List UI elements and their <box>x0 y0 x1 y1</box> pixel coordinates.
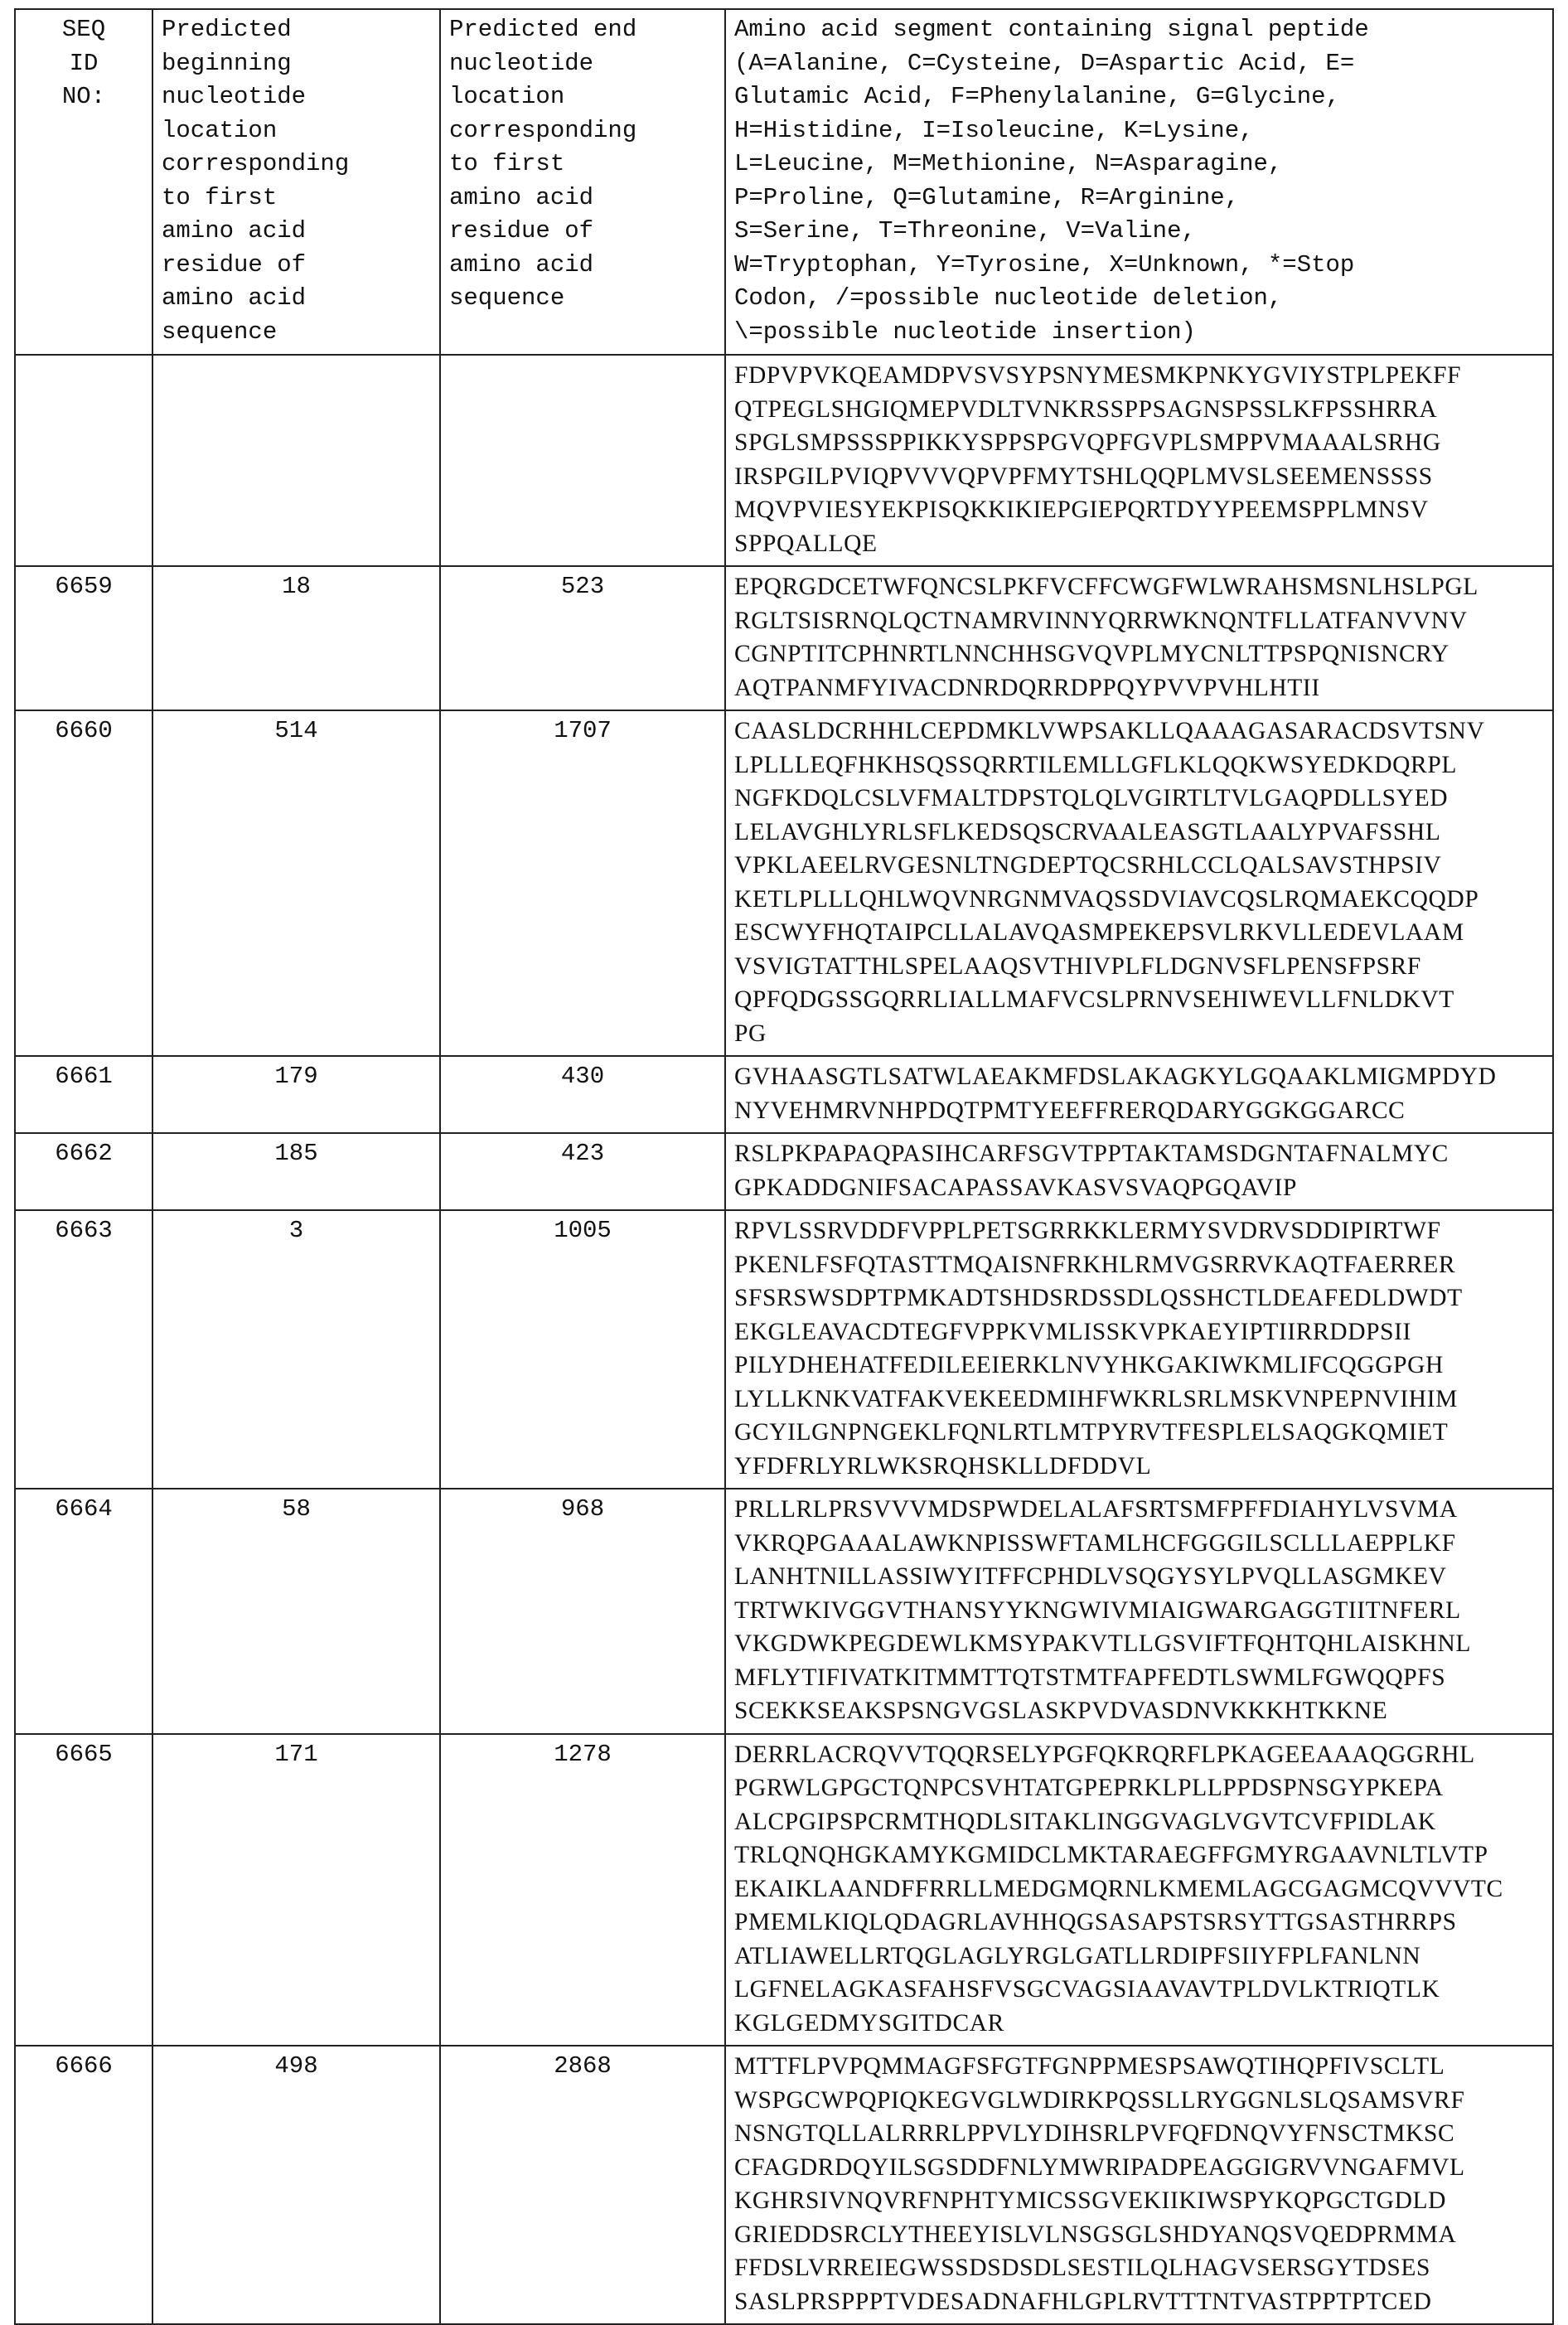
sequence-line: RGLTSISRNQLQCTNAMRVINNYQRRWKNQNTFLLATFANVVNV <box>734 607 1468 634</box>
sequence-line: LYLLKNKVATFAKVEKEEDMIHFWKRLSRLMSKVNPEPNVIHIM <box>734 1385 1458 1412</box>
sequence-line: AQTPANMFYIVACDNRDQRRDPPQYPVVPVHLHTII <box>734 674 1320 701</box>
sequence-line: TRTWKIVGGVTHANSYYKNGWIVMIAIGWARGAGGTIITNFERL <box>734 1596 1461 1624</box>
sequence-line: MFLYTIFIVATKITMMTTQTSTMTFAPFEDTLSWMLFGWQQPFS <box>734 1664 1446 1691</box>
header-line: sequence <box>449 284 565 312</box>
end-cell: 523 <box>440 566 725 710</box>
seq-id-cell: 6664 <box>15 1489 152 1734</box>
sequence-line: NYVEHMRVNHPDQTPMTYEEFFRERQDARYGGKGGARCC <box>734 1097 1406 1124</box>
header-line: Predicted end <box>449 16 637 43</box>
header-line: corresponding <box>449 116 637 144</box>
sequence-line: TRLQNQHGKAMYKGMIDCLMKTARAEGFFGMYRGAAVNLTLVTP <box>734 1842 1488 1868</box>
sequence-line: RPVLSSRVDDFVPPLPETSGRRKKLERMYSVDRVSDDIPIRTWF <box>734 1218 1441 1244</box>
table-row <box>15 2046 1553 2324</box>
sequence-line: LGFNELAGKASFAHSFVSGCVAGSIAAVAVTPLDVLKTRIQTLK <box>734 1976 1440 2003</box>
header-line: ID <box>69 49 99 77</box>
end-cell: 423 <box>440 1133 725 1210</box>
header-line: amino acid <box>449 250 594 279</box>
sequence-line: PKENLFSFQTASTTMQAISNFRKHLRMVGSRRVKAQTFAERRER <box>734 1251 1456 1278</box>
sequence-line: RSLPKPAPAQPASIHCARFSGVTPPTAKTAMSDGNTAFNALMYC <box>734 1141 1449 1167</box>
sequence-line: YFDFRLYRLWKSRQHSKLLDFDDVL <box>734 1452 1152 1480</box>
begin-cell <box>152 355 440 566</box>
header-line: SEQ <box>61 16 106 43</box>
sequence-line: EKGLEAVACDTEGFVPPKVMLISSKVPKAEYIPTIIRRDDPSII <box>734 1318 1411 1345</box>
sequence-line: CGNPTITCPHNRTLNNCHHSGVQVPLMYCNLTTPSPQNISNCRY <box>734 641 1449 667</box>
sequence-line: PG <box>734 1020 767 1047</box>
sequence-table <box>14 8 1554 2325</box>
header-line: Codon, /=possible nucleotide deletion, <box>734 284 1283 312</box>
header-line: amino acid <box>162 284 307 312</box>
amino-acid-segment-cell <box>725 1133 1553 1210</box>
end-cell: 1707 <box>440 710 725 1056</box>
sequence-line: PILYDHEHATFEDILEEIERKLNVYHKGAKIWKMLIFCQGGPGH <box>734 1352 1444 1378</box>
end-cell: 2868 <box>440 2046 725 2324</box>
sequence-line: IRSPGILPVIQPVVVQPVPFMYTSHLQQPLMVSLSEEMENSSSS <box>734 463 1433 490</box>
header-line: amino acid <box>449 183 594 211</box>
header-line: nucleotide <box>162 83 307 110</box>
sequence-line: NSNGTQLLALRRRLPPVLYDIHSRLPVFQFDNQVYFNSCTMKSC <box>734 2120 1455 2147</box>
sequence-line: SPGLSMPSSSPPIKKYSPPSPGVQPFGVPLSMPPVMAAALSRHG <box>734 429 1441 456</box>
header-line: to first <box>449 150 565 177</box>
sequence-line: QPFQDGSSGQRRLIALLMAFVCSLPRNVSEHIWEVLLFNLDKVT <box>734 986 1454 1013</box>
header-end <box>440 9 725 355</box>
sequence-line: KGHRSIVNQVRFNPHTYMICSSGVEKIIKIWSPYKQPGCTGDLD <box>734 2187 1447 2214</box>
amino-acid-segment-cell <box>725 355 1553 566</box>
begin-cell: 514 <box>152 710 440 1056</box>
header-line: beginning <box>162 49 292 77</box>
seq-id-cell: 6659 <box>15 566 152 710</box>
amino-acid-segment-cell <box>725 1056 1553 1133</box>
header-row <box>15 9 1553 355</box>
sequence-line: VPKLAEELRVGESNLTNGDEPTQCSRHLCCLQALSAVSTHPSIV <box>734 852 1442 879</box>
header-line: nucleotide <box>449 49 594 77</box>
amino-acid-segment-cell <box>725 1734 1553 2046</box>
end-cell: 1278 <box>440 1734 725 2046</box>
header-line: L=Leucine, M=Methionine, N=Asparagine, <box>734 150 1283 177</box>
table-row <box>15 1056 1553 1133</box>
header-line: H=Histidine, I=Isoleucine, K=Lysine, <box>734 116 1254 144</box>
amino-acid-segment-cell <box>725 1210 1553 1489</box>
amino-acid-segment-cell <box>725 566 1553 710</box>
begin-cell: 3 <box>152 1210 440 1489</box>
header-line: W=Tryptophan, Y=Tyrosine, X=Unknown, *=Stop <box>734 250 1355 279</box>
sequence-line: PGRWLGPGCTQNPCSVHTATGPEPRKLPLLPPDSPNSGYPKEPA <box>734 1775 1444 1801</box>
header-line: P=Proline, Q=Glutamine, R=Arginine, <box>734 183 1240 211</box>
sequence-line: FFDSLVRREIEGWSSDSDSDLSESTILQLHAGVSERSGYTDSES <box>734 2255 1430 2281</box>
sequence-line: GPKADDGNIFSACAPASSAVKASVSVAQPGQAVIP <box>734 1174 1297 1201</box>
begin-cell: 18 <box>152 566 440 710</box>
seq-id-cell: 6663 <box>15 1210 152 1489</box>
sequence-line: EPQRGDCETWFQNCSLPKFVCFFCWGFWLWRAHSMSNLHSLPGL <box>734 574 1478 600</box>
end-cell <box>440 355 725 566</box>
table-row <box>15 566 1553 710</box>
sequence-line: VKRQPGAAALAWKNPISSWFTAMLHCFGGGILSCLLLAEPPLKF <box>734 1529 1456 1557</box>
header-line: (A=Alanine, C=Cysteine, D=Aspartic Acid, E= <box>734 49 1355 77</box>
begin-cell: 179 <box>152 1056 440 1133</box>
header-line: NO: <box>61 83 106 110</box>
seq-id-cell: 6665 <box>15 1734 152 2046</box>
header-line: \=possible nucleotide insertion) <box>734 317 1196 346</box>
sequence-line: KETLPLLLQHLWQVNRGNMVAQSSDVIAVCQSLRQMAEKCQQDP <box>734 885 1479 913</box>
header-line: residue of <box>162 250 307 279</box>
table-row <box>15 710 1553 1056</box>
sequence-line: GVHAASGTLSATWLAEAKMFDSLAKAGKYLGQAAKLMIGMPDYD <box>734 1063 1497 1090</box>
sequence-line: WSPGCWPQPIQKEGVGLWDIRKPQSSLLRYGGNLSLQSAMSVRF <box>734 2086 1465 2114</box>
header-line: S=Serine, T=Threonine, V=Valine, <box>734 217 1196 245</box>
amino-acid-segment-cell <box>725 1489 1553 1734</box>
sequence-line: NGFKDQLCSLVFMALTDPSTQLQLVGIRTLTVLGAQPDLLSYED <box>734 785 1449 811</box>
header-line: residue of <box>449 217 594 245</box>
header-seq-id <box>15 9 152 355</box>
sequence-line: LANHTNILLASSIWYITFFCPHDLVSQGYSYLPVQLLASGMKEV <box>734 1563 1447 1590</box>
table-row <box>15 1734 1553 2046</box>
sequence-line: PRLLRLPRSVVVMDSPWDELALAFSRTSMFPFFDIAHYLVSVMA <box>734 1496 1458 1523</box>
table-row <box>15 1133 1553 1210</box>
sequence-line: ATLIAWELLRTQGLAGLYRGLGATLLRDIPFSIIYFPLFANLNN <box>734 1942 1421 1969</box>
sequence-line: SPPQALLQE <box>734 530 878 557</box>
begin-cell: 498 <box>152 2046 440 2324</box>
sequence-line: DERRLACRQVVTQQRSELYPGFQKRQRFLPKAGEEAAAQGGRHL <box>734 1741 1475 1768</box>
header-line: location <box>162 116 278 144</box>
sequence-line: GRIEDDSRCLYTHEEYISLVLNSGSGLSHDYANQSVQEDPRMMA <box>734 2221 1457 2248</box>
seq-id-cell: 6662 <box>15 1133 152 1210</box>
sequence-line: FDPVPVKQEAMDPVSVSYPSNYMESMKPNKYGVIYSTPLPEKFF <box>734 362 1462 389</box>
end-cell: 430 <box>440 1056 725 1133</box>
sequence-line: CAASLDCRHHLCEPDMKLVWPSAKLLQAAAGASARACDSVTSNV <box>734 718 1485 744</box>
table-row <box>15 1489 1553 1734</box>
sequence-line: LPLLLEQFHKHSQSSQRRTILEMLLGFLKLQQKWSYEDKDQRPL <box>734 751 1457 778</box>
table-row <box>15 355 1553 566</box>
sequence-line: PMEMLKIQLQDAGRLAVHHQGSASAPSTSRSYTTGSASTHRRPS <box>734 1909 1457 1935</box>
sequence-line: SASLPRSPPPTVDESADNAFHLGPLRVTTTNTVASTPPTPTCED <box>734 2288 1432 2315</box>
header-segment <box>725 9 1553 355</box>
header-begin <box>152 9 440 355</box>
header-line: Predicted <box>162 16 292 43</box>
begin-cell: 171 <box>152 1734 440 2046</box>
amino-acid-segment-cell <box>725 2046 1553 2324</box>
header-line: to first <box>162 183 278 211</box>
begin-cell: 58 <box>152 1489 440 1734</box>
end-cell: 1005 <box>440 1210 725 1489</box>
seq-id-cell: 6660 <box>15 710 152 1056</box>
sequence-line: ESCWYFHQTAIPCLLALAVQASMPEKEPSVLRKVLLEDEVLAAM <box>734 919 1464 946</box>
sequence-line: KGLGEDMYSGITDCAR <box>734 2009 1004 2037</box>
amino-acid-segment-cell <box>725 710 1553 1056</box>
header-line: location <box>449 83 565 110</box>
seq-id-cell: 6661 <box>15 1056 152 1133</box>
sequence-line: CFAGDRDQYILSGSDDFNLYMWRIPADPEAGGIGRVVNGAFMVL <box>734 2153 1465 2181</box>
sequence-line: MQVPVIESYEKPISQKKIKIEPGIEPQRTDYYPEEMSPPLMNSV <box>734 496 1429 523</box>
header-line: sequence <box>162 317 278 346</box>
end-cell: 968 <box>440 1489 725 1734</box>
header-line: Amino acid segment containing signal peptide <box>734 16 1369 43</box>
header-line: amino acid <box>162 217 307 245</box>
sequence-line: ALCPGIPSPCRMTHQDLSITAKLINGGVAGLVGVTCVFPIDLAK <box>734 1808 1436 1835</box>
seq-id-cell: 6666 <box>15 2046 152 2324</box>
header-line: Glutamic Acid, F=Phenylalanine, G=Glycine, <box>734 83 1340 110</box>
table-row <box>15 1210 1553 1489</box>
sequence-line: SFSRSWSDPTPMKADTSHDSRDSSDLQSSHCTLDEAFEDLDWDT <box>734 1285 1463 1311</box>
begin-cell: 185 <box>152 1133 440 1210</box>
sequence-line: LELAVGHLYRLSFLKEDSQSCRVAALEASGTLAALYPVAFSSHL <box>734 818 1441 845</box>
sequence-line: EKAIKLAANDFFRRLLMEDGMQRNLKMEMLAGCGAGMCQVVVTC <box>734 1875 1503 1902</box>
seq-id-cell <box>15 355 152 566</box>
sequence-line: VKGDWKPEGDEWLKMSYPAKVTLLGSVIFTFQHTQHLAISKHNL <box>734 1630 1471 1657</box>
sequence-line: GCYILGNPNGEKLFQNLRTLMTPYRVTFESPLELSAQGKQMIET <box>734 1419 1449 1446</box>
sequence-line: QTPEGLSHGIQMEPVDLTVNKRSSPPSAGNSPSSLKFPSSHRRA <box>734 395 1438 423</box>
sequence-line: VSVIGTATTHLSPELAAQSVTHIVPLFLDGNVSFLPENSFPSRF <box>734 952 1421 980</box>
sequence-line: SCEKKSEAKSPSNGVGSLASKPVDVASDNVKKKHTKKNE <box>734 1698 1388 1724</box>
sequence-line: MTTFLPVPQMMAGFSFGTFGNPPMESPSAWQTIHQPFIVSCLTL <box>734 2053 1445 2080</box>
header-line: corresponding <box>162 150 350 177</box>
